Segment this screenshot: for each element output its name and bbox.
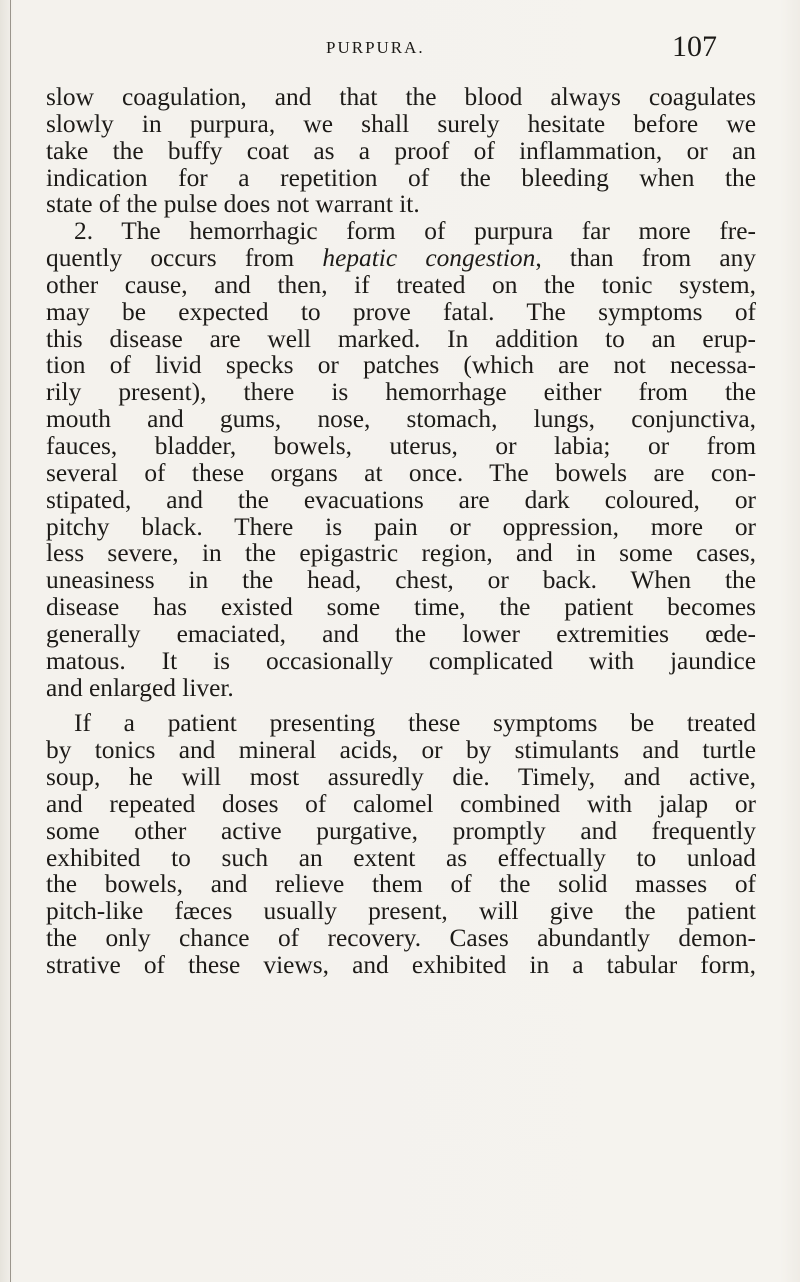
text-line: pitch-like fæces usually present, will give the patient bbox=[46, 897, 756, 926]
page-header bbox=[0, 30, 800, 76]
text-line: mouth and gums, nose, stomach, lungs, conjunctiva, bbox=[46, 405, 756, 434]
text-line: and repeated doses of calomel combined with jalap or bbox=[46, 789, 756, 818]
text-line: indication for a repetition of the bleeding when the bbox=[46, 163, 756, 192]
text-line: matous. It is occasionally complicated with jaundice bbox=[46, 646, 756, 675]
text-line: the only chance of recovery. Cases abundantly demon- bbox=[46, 924, 756, 953]
text-line: pitchy black. There is pain or oppression, more or bbox=[46, 512, 756, 541]
text-line: slow coagulation, and that the blood always coagulates bbox=[46, 83, 756, 111]
text-line: slowly in purpura, we shall surely hesitate before we bbox=[46, 109, 756, 138]
text-line: soup, he will most assuredly die. Timely, and active, bbox=[46, 763, 756, 792]
text-line: by tonics and mineral acids, or by stimulants and turtle bbox=[46, 736, 756, 765]
text-line: and enlarged liver. bbox=[46, 673, 234, 702]
paragraph bbox=[46, 218, 756, 701]
paragraph bbox=[46, 84, 756, 218]
text-line: fauces, bladder, bowels, uterus, or labia; or from bbox=[46, 431, 756, 460]
text-line: generally emaciated, and the lower extremities œde- bbox=[46, 619, 756, 648]
text-line: this disease are well marked. In addition to an erup- bbox=[46, 324, 756, 353]
text-line: less severe, in the epigastric region, and in some cases, bbox=[46, 539, 756, 568]
text-line: rily present), there is hemorrhage either from the bbox=[46, 378, 756, 407]
page-number: 107 bbox=[672, 30, 717, 63]
text-line: other cause, and then, if treated on the tonic system, bbox=[46, 270, 756, 299]
text-line: several of these organs at once. The bowels are con- bbox=[46, 458, 756, 487]
text-line: uneasiness in the head, chest, or back. When the bbox=[46, 566, 756, 595]
text-line: stipated, and the evacuations are dark coloured, or bbox=[46, 485, 756, 514]
text-line: 2. The hemorrhagic form of purpura far more fre- bbox=[74, 217, 756, 246]
text-line: tion of livid specks or patches (which are not necessa- bbox=[46, 351, 756, 380]
text-line: quently occurs from hepatic congestion, than from any bbox=[46, 244, 757, 273]
text-line: strative of these views, and exhibited in a tabular form, bbox=[46, 951, 756, 979]
text-line: the bowels, and relieve them of the solid masses of bbox=[46, 870, 756, 899]
running-head: PURPURA. bbox=[326, 38, 425, 57]
paragraph bbox=[46, 710, 756, 978]
text-line: state of the pulse does not warrant it. bbox=[46, 190, 420, 219]
text-line: disease has existed some time, the patient becomes bbox=[46, 593, 756, 622]
text-line: may be expected to prove fatal. The symptoms of bbox=[46, 297, 756, 326]
text-line: some other active purgative, promptly and frequently bbox=[46, 816, 756, 845]
text-line: If a patient presenting these symptoms be treated bbox=[74, 709, 756, 738]
text-line: take the buffy coat as a proof of inflammation, or an bbox=[46, 136, 756, 165]
binding-edge bbox=[10, 0, 11, 1282]
emphasis: hepatic congestion bbox=[322, 244, 536, 273]
text-line: exhibited to such an extent as effectually to unload bbox=[46, 843, 756, 872]
body-text bbox=[46, 84, 756, 979]
